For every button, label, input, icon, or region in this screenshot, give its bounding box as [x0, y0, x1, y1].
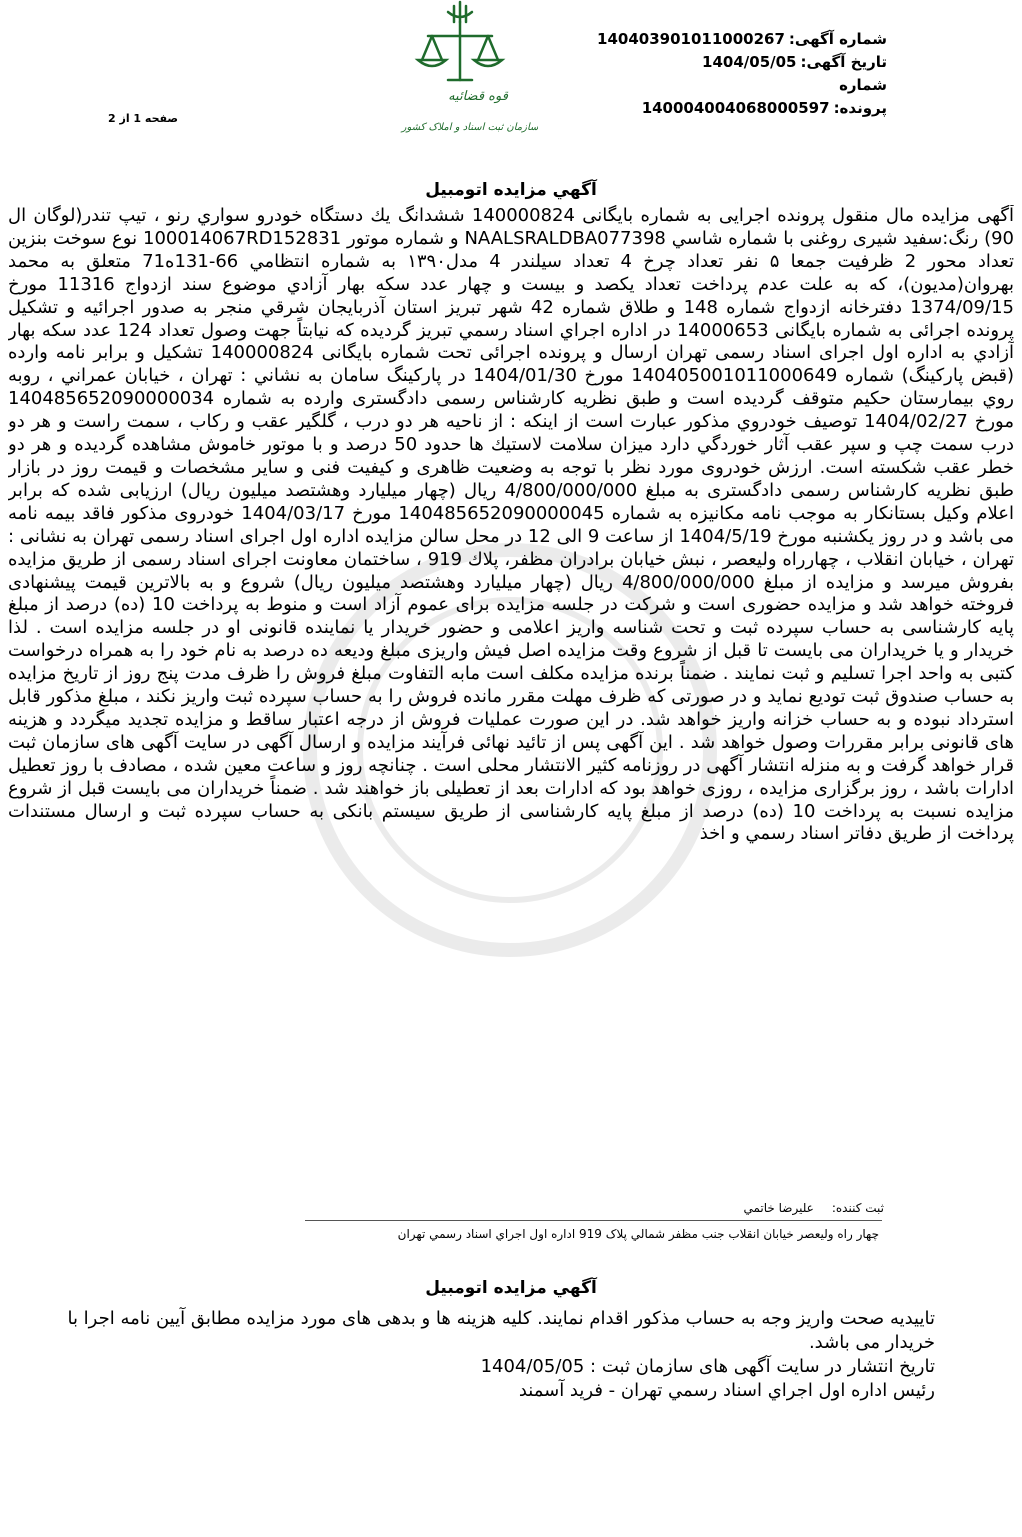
registrar-line [725, 1201, 884, 1215]
divider [305, 1220, 882, 1221]
section2-title: آگهي مزايده اتومبيل [425, 1278, 597, 1298]
ad-metadata [587, 28, 887, 120]
ad-number-value: 140403901011000267 [597, 30, 785, 48]
signature-line: رئيس اداره اول اجراي اسناد رسمي تهران - فريد آسمند [518, 1380, 935, 1401]
continuation-body [60, 1307, 935, 1403]
ad-date-label: تاریخ آگهی: [800, 53, 887, 71]
registrar-label: ثبت كننده: [831, 1201, 884, 1215]
auction-notice-body: آگهی مزایده مال منقول پرونده اجرایی به شماره بایگانی 140000824 ششدانگ يك دستگاه خودرو سواري رنو ، تيپ تندر(لوگان ال 90) رنگ:سفيد شيرى روغنى با شماره شاسي NAALSRALDBA077398 و شماره موتور 100014067RD152831 نوع سوخت بنزين تعداد محور 2 ظرفيت جمعا ۵ نفر تعداد چرخ 4 تعداد سيلندر 4 مدل۱۳۹۰ به شماره انتظامي 66-131ه71 متعلق به محمد بهروان(مدیون)، كه به علت عدم پرداخت تعداد يكصد و بيست و چهار عدد سكه بهار آزادي موضوع سند ازدواج 11316 مورخ 1374/09/15 دفترخانه ازدواج شماره 148 و طلاق شماره 42 شهر تبريز استان آذربايجان شرقي منجر به صدور اجرائيه و تشكيل پرونده اجرائی به شماره بایگانی 14000653 در اداره اجراي اسناد رسمي تبريز گرديده كه نيابتاً جهت وصول تعداد 124 عدد سكه بهار آزادي به اداره اول اجرای اسناد رسمی تهران ارسال و پرونده اجرائی تحت شماره بایگانی 140000824 تشكيل و برابر نامه وارده (قبض پاركينگ) شماره 14040500101100064​9 مورخ 1404/01/30 در پاركينگ سامان به نشاني : تهران ، خيابان عمراني ، روبه روي بيمارستان حكيم متوقف گرديده است و طبق نظريه كارشناس رسمی دادگستری وارده به شماره 14048565209000003​4 مورخ 1404/02/27 توصيف خودروي مذكور عبارت است از اينكه : از ناحيه هر دو درب ، گلگير عقب و ركاب ، سمت راست و هر دو درب سمت چپ و سپر عقب آثار خوردگي دارد ميزان سلامت لاستيك ها حدود 50 درصد و با موتور خاموش مشاهده گرديده و هر دو خطر عقب شكسته است. ارزش خودروی مورد نظر با توجه به وضعيت ظاهری و كيفيت فنی و ساير مشخصات و قيمت روز در بازار طبق نظريه كارشناس رسمی دادگستری به مبلغ 4/800/000/000 ريال (چهار ميليارد وهشتصد ميليون ريال) ارزيابی شده كه برابر اعلام وكيل بستانكار به موجب نامه مكانيزه به شماره 14048565209000004​5 مورخ 1404/03/17 خودروی مذكور فاقد بيمه نامه می باشد و در روز يكشنبه مورخ 1404/5/19 از ساعت 9 الی 12 در محل سالن مزايده اداره اول اجرای اسناد رسمی تهران به نشانی : تهران ، خيابان انقلاب ، چهارراه وليعصر ، نبش خيابان برادران مظفر، پلاك 919 ، ساختمان معاونت اجرای اسناد رسمی از طريق مزايده بفروش ميرسد و مزايده از مبلغ 4/800/000/000 ريال (چهار ميليارد وهشتصد ميليون ريال) شروع و به بالاترين قيمت پيشنهادی فروخته خواهد شد و مزايده حضوری است و شركت در جلسه مزايده برای عموم آزاد است و منوط به پرداخت 10 (ده) درصد از مبلغ پايه كارشناسی به حساب سپرده ثبت و تحت شناسه واريز اعلامی و حضور خريدار يا نماينده قانونی او در جلسه مزايده است . لذا خريدار و يا خريداران می بايست تا قبل از شروع وقت مزايده اصل فيش واريزی مبلغ وديعه ده درصد به نام خود را به همراه درخواست كتبی به واحد اجرا تسليم و ثبت نمايند . ضمناً برنده مزايده مكلف است مابه التفاوت مبلغ فروش را ظرف مدت پنج روز از تاريخ مزايده به حساب صندوق ثبت توديع نمايد و در صورتی كه ظرف مهلت مقرر مانده فروش را به حساب سپرده ثبت واريز نكند ، مبلغ مذكور قابل استرداد نبوده و به حساب خزانه واريز خواهد شد. در اين صورت عمليات فروش از درجه اعتبار ساقط و مزايده تجديد ميگردد و هزينه های قانونی برابر مقررات وصول خواهد شد . اين آگهی پس از تائيد نهائی فرآيند مزايده و ارسال آگهی در سايت آگهی های سازمان ثبت قرار خواهد گرفت و به منزله انتشار آگهی در روزنامه كثير الانتشار محلی است . چنانچه روز و ساعت معين شده ، مصادف با روز تعطيل ادارات باشد ، روز برگزاری مزايده ، روزی خواهد بود كه ادارات بعد از تعطيلی باز خواهند شد . ضمناً خريداران می بايست قبل از شروع مزايده نسبت به پرداخت 10 (ده) درصد از مبلغ پايه كارشناسی از طريق سيستم بانكی به حساب سپرده ثبت و ارسال مستندات پرداخت از طريق دفاتر اسناد رسمي و اخذ [8, 205, 1014, 845]
page-indicator: صفحه 1 از 2 [108, 112, 179, 125]
ad-number-label: شماره آگهی: [788, 30, 887, 48]
ad-number-row [587, 28, 887, 51]
logo-title-text: قوه قضائیه [448, 89, 508, 104]
case-number-label: شماره پرونده: [833, 76, 887, 117]
judiciary-emblem-logo [388, 0, 538, 150]
ad-date-row [587, 51, 887, 74]
confirmation-paragraph: تاييديه صحت واريز وجه به حساب مذكور اقدام نمايند. كليه هزينه ها و بدهی های مورد مزايده مطابق آيين نامه اجرا با خريدار می باشد. [67, 1308, 935, 1353]
section1-title: آگهي مزايده اتومبيل [425, 180, 597, 200]
case-number-row [587, 74, 887, 120]
office-address: چهار راه وليعصر خيابان انقلاب جنب مظفر شمالي پلاک 919 اداره اول اجراي اسناد رسمي تهران [397, 1227, 879, 1241]
publish-label: تاريخ انتشار در سايت آگهی های سازمان ثبت : [590, 1356, 935, 1377]
registrar-name: عليرضا خاتمي [743, 1201, 814, 1215]
ad-date-value: 1404/05/05 [702, 53, 797, 71]
publish-date-line [60, 1355, 935, 1379]
logo-subtitle-text: سازمان ثبت اسناد و املاک کشور [401, 122, 538, 133]
case-number-value: 140004004068000597 [641, 99, 830, 117]
publish-date: 1404/05/05 [480, 1356, 585, 1377]
